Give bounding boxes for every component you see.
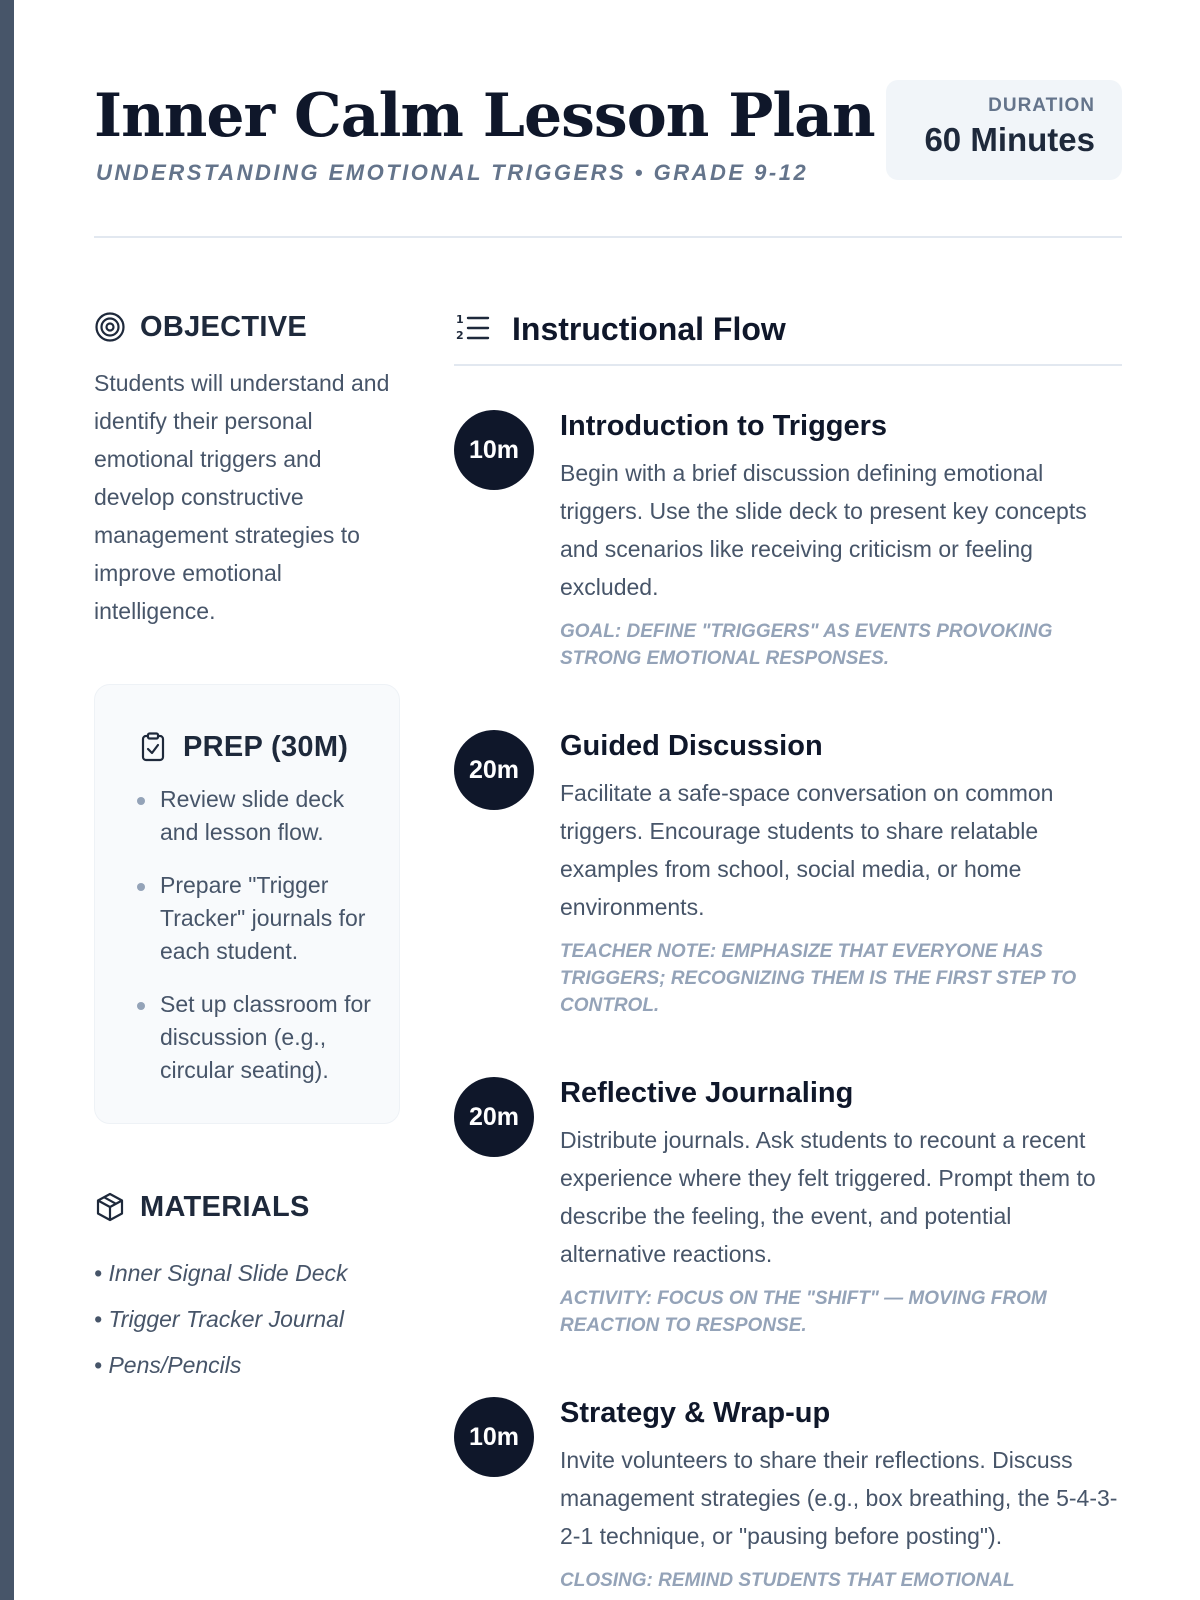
step-description: Facilitate a safe-space conversation on common triggers. Encourage students to share relatable examples from school, social media, or home environments.	[560, 780, 1054, 920]
lesson-plan-page	[94, 0, 1122, 1600]
materials-heading-label: MATERIALS	[140, 1190, 310, 1223]
materials-item: • Inner Signal Slide Deck	[94, 1260, 348, 1286]
prep-item-text: Prepare "Trigger Tracker" journals for each student.	[160, 872, 366, 964]
prep-heading-label: PREP (30M)	[183, 730, 349, 763]
prep-item-text: Review slide deck and lesson flow.	[160, 786, 345, 845]
duration-value: 60 Minutes	[924, 121, 1095, 158]
bullet-dot	[137, 1002, 145, 1010]
duration-badge	[886, 80, 1122, 180]
step-title: Introduction to Triggers	[560, 410, 888, 442]
prep-item-text: Set up classroom for discussion (e.g., circular seating).	[160, 991, 371, 1083]
objective-heading-label: OBJECTIVE	[140, 310, 308, 343]
step-time-badge: 20m	[454, 1077, 534, 1157]
step-title: Strategy & Wrap-up	[560, 1397, 831, 1429]
materials-item: • Trigger Tracker Journal	[94, 1306, 345, 1332]
prep-item	[137, 988, 379, 1087]
page-title: Inner Calm Lesson Plan	[94, 81, 875, 151]
step-description: Begin with a brief discussion defining emotional triggers. Use the slide deck to present key concepts and scenarios like receiving criticism or feeling excluded.	[560, 460, 1087, 600]
page-header	[94, 80, 1122, 238]
side-accent-bar	[0, 0, 14, 1600]
flow-step	[454, 1393, 1122, 1594]
flow-heading	[454, 302, 1122, 366]
left-column	[94, 302, 400, 1388]
step-note: TEACHER NOTE: EMPHASIZE THAT EVERYONE HAS TRIGGERS; RECOGNIZING THEM IS THE FIRST STEP TO CONTROL.	[560, 941, 1077, 1016]
flow-step	[454, 406, 1122, 672]
svg-text:1: 1	[456, 313, 464, 326]
objective-text: Students will understand and identify their personal emotional triggers and develop constructive management strategies to improve emotional intelligence.	[94, 370, 390, 624]
bullet-dot	[137, 797, 145, 805]
box-icon	[94, 1191, 126, 1223]
step-note: CLOSING: REMIND STUDENTS THAT EMOTIONAL	[560, 1570, 1015, 1591]
prep-item	[137, 783, 379, 849]
step-time-badge: 20m	[454, 730, 534, 810]
step-title: Reflective Journaling	[560, 1077, 854, 1109]
step-note: GOAL: DEFINE "TRIGGERS" AS EVENTS PROVOKING STRONG EMOTIONAL RESPONSES.	[560, 621, 1053, 669]
step-note: ACTIVITY: FOCUS ON THE "SHIFT" — MOVING FROM REACTION TO RESPONSE.	[560, 1288, 1047, 1336]
bullet-dot	[137, 883, 145, 891]
prep-card	[94, 684, 400, 1124]
flow-heading-label: Instructional Flow	[512, 310, 786, 347]
objective-section	[94, 302, 400, 630]
clipboard-check-icon	[137, 731, 169, 763]
step-description: Distribute journals. Ask students to recount a recent experience where they felt triggered. Prompt them to describe the feeling, the event, and potential alternative reactions.	[560, 1127, 1096, 1267]
materials-list	[94, 1250, 400, 1388]
page-subtitle: UNDERSTANDING EMOTIONAL TRIGGERS • GRADE 9-12	[96, 160, 809, 185]
prep-list	[137, 783, 379, 1087]
flow-step	[454, 726, 1122, 1019]
prep-item	[137, 869, 379, 968]
duration-label: DURATION	[988, 95, 1095, 116]
materials-heading	[94, 1182, 400, 1232]
step-time-badge: 10m	[454, 1397, 534, 1477]
materials-item: • Pens/Pencils	[94, 1352, 242, 1378]
objective-heading	[94, 302, 400, 352]
materials-section	[94, 1182, 400, 1388]
svg-text:2: 2	[456, 329, 464, 342]
step-time-badge: 10m	[454, 410, 534, 490]
instructional-flow-column	[454, 302, 1122, 1600]
numbered-list-icon	[454, 311, 490, 347]
flow-steps	[454, 406, 1122, 1594]
step-description: Invite volunteers to share their reflections. Discuss management strategies (e.g., box breathing, the 5-4-3-2-1 technique, or "pausing before posting").	[560, 1447, 1118, 1549]
target-icon	[94, 311, 126, 343]
flow-step	[454, 1073, 1122, 1339]
prep-heading	[137, 727, 379, 767]
step-title: Guided Discussion	[560, 730, 823, 762]
